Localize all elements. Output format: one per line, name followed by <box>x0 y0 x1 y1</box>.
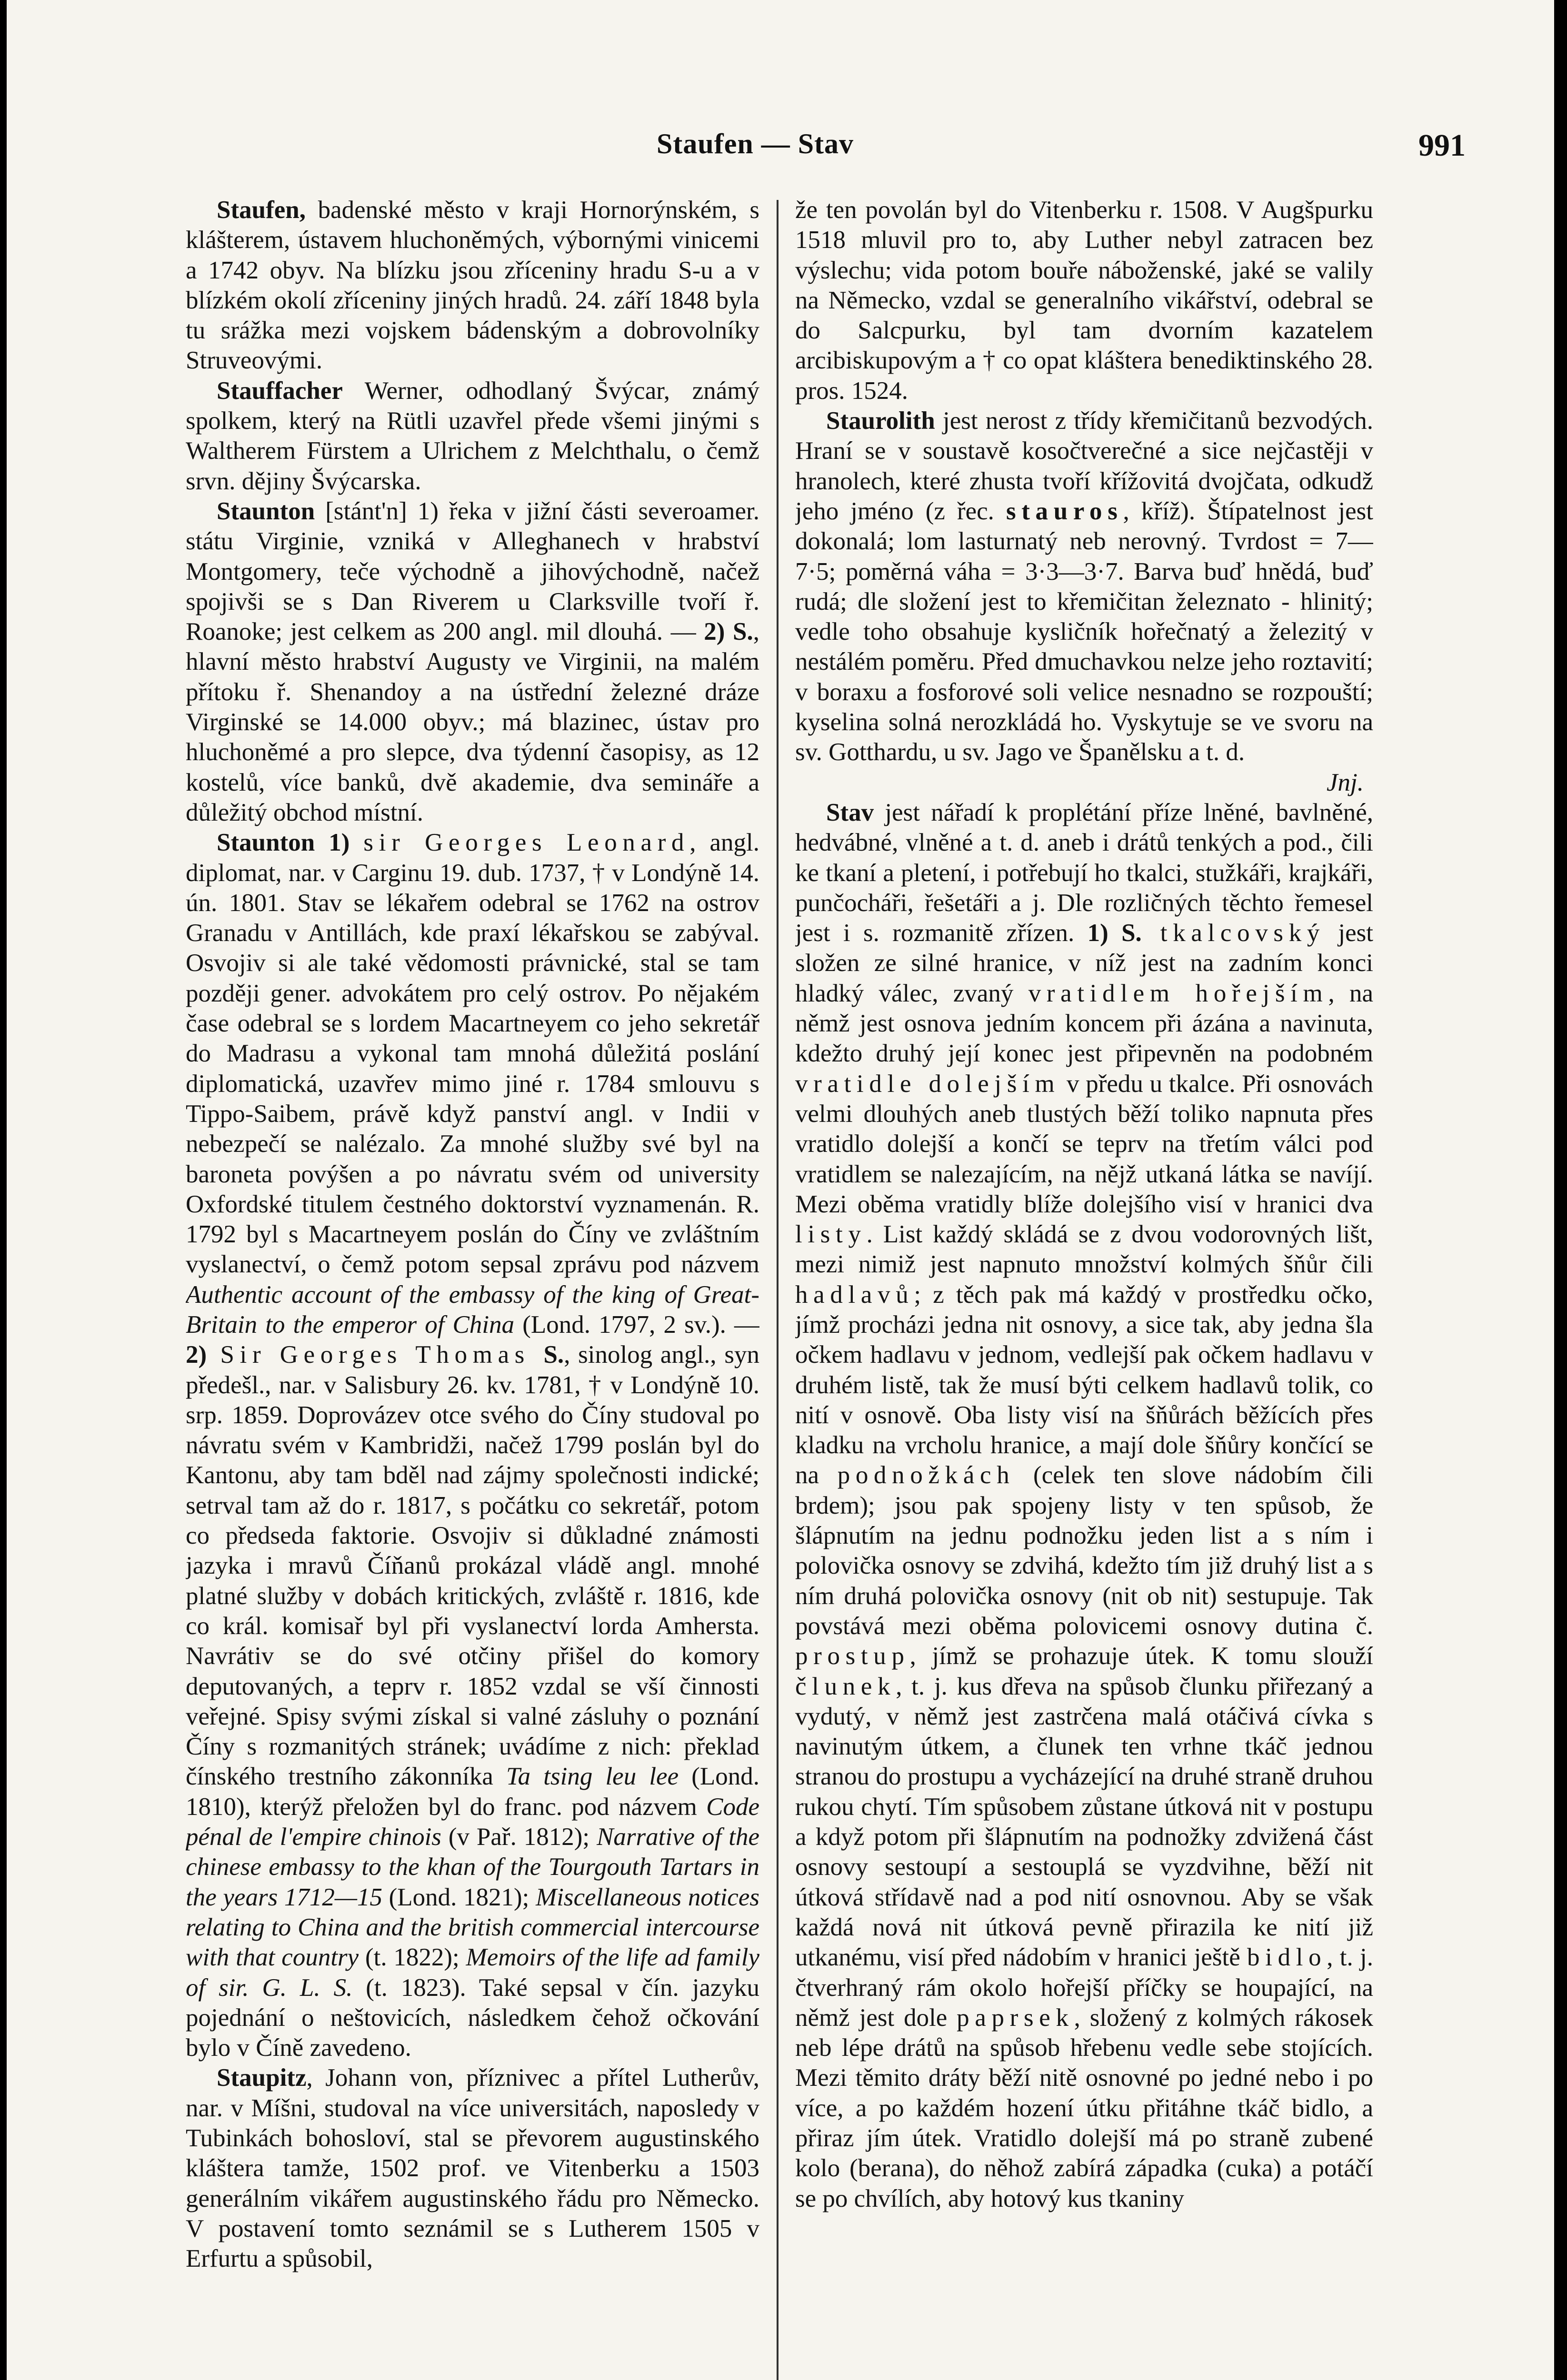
term: prostup <box>795 1642 910 1670</box>
entry-text: . List každý skládá se z dvou vodorovných lišt, mezi nimiž jest napnuto množství kolmých šňůr čili <box>795 1220 1373 1279</box>
entry-text: (t. 1823). Také sepsal v čín. jazyku pojednání o neštovicích, následkem čehož očkování bylo v Číně zavedeno. <box>186 1973 759 2062</box>
entry-text: (Lond. 1797, 2 sv.). — <box>514 1310 759 1339</box>
running-head: Staufen — Stav <box>657 128 854 159</box>
entry-headword: Staupitz <box>217 2064 307 2092</box>
entry-headword: Staunton <box>217 497 315 525</box>
column-divider <box>777 200 779 2380</box>
entry-text: , složený z kolmých rákosek neb lépe drátů na spůsob hřebenu vedle sebe stojících. Mezi těmito dráty běží nitě osnovné po jedné nebo i po více, a po každém hození útku přitáhne tkáč bidlo, a přiraz jím útek. Vratidlo dolejší má po straně zubené kolo (berana), do něhož zabírá západka (cuka) a potáčí se po chvílích, aby hotový kus tkaniny <box>795 2003 1373 2212</box>
entry-staunton-persons <box>186 828 759 2063</box>
entry-text: (t. 1822); <box>359 1944 466 1972</box>
entry-staupitz-continued <box>795 195 1373 406</box>
term: tkalcovský <box>1141 919 1326 947</box>
term: podnožkách <box>837 1461 1015 1489</box>
entry-text: Werner, odhodlaný Švýcar, známý spolkem, který na Rütli uzavřel přede všemi jinými s Waltherem Fürstem a Ulrichem z Melchthalu, o čemž srvn. dějiny Švýcarska. <box>186 377 759 495</box>
right-column <box>795 195 1373 2380</box>
entry-headword: Staunton <box>217 829 315 857</box>
entry-text: [stánt'n] 1) řeka v jižní části severoamer. státu Virginie, vzniká v Alleghanech v hrabství Montgomery, teče východně a jihovýchodně, načež spojivši se s Dan Riverem u Clarksville tvoří ř. Roanoke; jest celkem as 200 angl. mil dlouhá. — <box>186 497 759 646</box>
term: bidlo <box>1247 1944 1327 1972</box>
sense-number: 2) <box>186 1341 207 1369</box>
entry-text: , angl. diplomat, nar. v Carginu 19. dub. 1737, † v Londýně 14. ún. 1801. Stav se lékařem odebral se 1762 na ostrov Granadu v Antillách, kde praxí lékařskou se zabýval. Osvojiv si ale také vědomosti právnické, stal se tam později gener. advokátem pro celý ostrov. Po nějakém čase odebral se s lordem Macartneyem co jeho sekretář do Madrasu a vykonal tam mnohá důležitá poslání diplomatická, uzavřev mimo jiné r. 1784 smlouvu s Tippo-Saibem, právě když panství angl. v Indii v nebezpečí se nalézalo. Za mnohé služby své byl na baroneta povýšen a po návratu svém od university Oxfordské titulem čestného doktorství vyznamenán. R. 1792 byl s Macartneyem poslán do Číny ve zvláštním vyslanectví, o čemž potom sepsal zprávu pod názvem <box>186 829 759 1279</box>
entry-text: , t. j. čtverhraný rám okolo hořejší příčky se houpající, na němž jest dole <box>795 1944 1373 2032</box>
entry-staufen <box>186 195 759 376</box>
entry-stav <box>795 798 1373 2214</box>
entry-headword: Staurolith <box>826 407 935 435</box>
entry-headword: Staufen, <box>217 196 306 224</box>
work-title: Miscellaneous notices relating to China and the british commercial intercourse with that country <box>186 1883 759 1972</box>
work-title: Authentic account of the embassy of the king of Great-Britain to the emperor of China <box>186 1280 759 1339</box>
entry-text: ; z těch pak má každý v prostředku očko, jímž procházi jedna nit osnovy, a sice tak, aby jedna šla očkem hadlavu v jednom, vedlejší pak očkem hadlavu v druhém listě, tak že musí býti celkem hadlavů tolik, co nití v osnově. Oba listy visí na šňůrách běžících přes kladku na vrcholu hranice, a mají dole šňůry končící se na <box>795 1280 1373 1489</box>
entry-text: jest nářadí k proplétání příze lněné, bavlněné, hedvábné, vlněné a t. d. aneb i drátů tenkých a pod., čili ke tkaní a pletení, i potřebují ho tkalci, stužkáři, krajkáři, punčocháři, řešetáři a j. Dle rozličných těchto řemesel jest i s. rozmanitě zřízen. <box>795 798 1373 947</box>
entry-staurolith <box>795 406 1373 768</box>
entry-text: , jímž se prohazuje útek. K tomu slouží <box>909 1642 1373 1670</box>
entry-text: , hlavní město hrabství Augusty ve Virginii, na malém přítoku ř. Shenandoy a na ústřední železné dráze Virginské se 14.000 obyv.; má blazinec, ústav pro hluchoněmé a pro slepce, dva týdenní časopisy, as 12 kostelů, více banků, dvě akademie, dva semináře a důležitý obchod místní. <box>186 618 759 826</box>
entry-staunton-place <box>186 496 759 828</box>
greek-term: stauros <box>1006 497 1123 525</box>
person-name: Sir Georges Thomas <box>207 1341 544 1369</box>
entry-text: badenské město v kraji Hornorýnském, s klášterem, ústavem hluchoněmých, výbornými vinicemi a 1742 obyv. Na blízku jsou zříceniny hradu S-u a v blízkém okolí zříceniny jiných hradů. 24. září 1848 byla tu srážka mezi vojskem bádenským a dobrovolníky Struveovými. <box>186 196 759 375</box>
author-signature: Jnj. <box>1327 768 1364 796</box>
entry-text: že ten povolán byl do Vitenberku r. 1508. V Augšpurku 1518 mluvil pro to, aby Luther nebyl zatracen bez výslechu; vida potom bouře náboženské, jaké se valily na Německo, vzdal se generalního vikářství, odebral se do Salcpurku, byl tam dvorním kazatelem arcibiskupovým a † co opat kláštera benediktinského 28. pros. 1524. <box>795 196 1373 405</box>
left-column <box>186 195 759 2380</box>
term: hadlavů <box>795 1280 914 1309</box>
work-title: Code pénal de l'empire chinois <box>186 1793 759 1851</box>
work-title: Ta tsing leu lee <box>506 1763 679 1791</box>
entry-text: (v Pař. 1812); <box>441 1823 597 1851</box>
term: paprsek <box>957 2003 1074 2032</box>
entry-text: (celek ten slove nádobím čili brdem); jsou pak spojeny listy v ten spůsob, že šlápnutím na jednu podnožku jeden list a s ním i polovička osnovy se zdvihá, kdežto tím již druhý list a s ním druhá polovička osnovy (nit ob nit) sestupuje. Tak povstává mezi oběma polovicemi osnovy dutina č. <box>795 1461 1373 1640</box>
entry-staupitz <box>186 2063 759 2274</box>
entry-stauffacher <box>186 376 759 496</box>
entry-text: , Johann von, příznivec a přítel Lutherův, nar. v Míšni, studoval na více universitách, naposledy v Tubinkách bohosloví, stal se převorem augustinského kláštera tamže, 1502 prof. ve Vitenberku a 1503 generálním vikářem augustinského řádu pro Německo. V postavení tomto seznámil se s Lutherem 1505 v Erfurtu a spůsobil, <box>186 2064 759 2273</box>
entry-text: , sinolog angl., syn předešl., nar. v Salisbury 26. kv. 1781, † v Londýně 10. srp. 1859. Doprovázev otce svého do Číny studoval po návratu svém v Kambridži, načež 1799 poslán byl do Kantonu, aby tam bděl nad zájmy společnosti indické; setrval tam až do r. 1817, s počátku co sekretář, potom co předseda faktorie. Osvojiv si důkladné známosti jazyka i mravů Číňanů prokázal vládě angl. mnohé platné služby v dobách kritických, zvláště r. 1816, kde co král. komisař byl při vyslanectví lorda Amhersta. Navrátiv se do své otčiny přišel do komory deputovaných, a teprv r. 1852 vzdal se vší činnosti veřejné. Spisy svými získal si valné zásluhy o poznání Číny s rozmanitých stránek; uvádíme z nich: překlad čínského trestního zákonníka <box>186 1341 759 1791</box>
person-name: sir Georges Leonard <box>363 829 690 857</box>
entry-text: v předu u tkalce. Při osnovách velmi dlouhých aneb tlustých běží toliko napnuta přes vratidlo dolejší a končí se teprv na třetím válci pod vratidlem se nalezajícím, na nějž utkaná látka se navíjí. Mezi oběma vratidly blíže dolejšího visí v hranici dva <box>795 1070 1373 1218</box>
entry-text: , kříž). Štípatelnost jest dokonalá; lom lasturnatý neb nerovný. Tvrdost = 7—7·5; poměrná váha = 3·3—3·7. Barva buď hnědá, buď rudá; dle složení jest to křemičitan železnato - hlinitý; vedle toho obsahuje kysličník hořečnatý a železitý v nestálém poměru. Před dmuchavkou nelze jeho roztavití; v boraxu a fosforové soli velice nesnadno se rozpouští; kyselina solná nerozkládá ho. Vyskytuje se ve svoru na sv. Gotthardu, u sv. Jago ve Španělsku a t. d. <box>795 497 1373 766</box>
sense-number: 1) S. <box>1087 919 1142 947</box>
entry-text: (Lond. 1810), kterýž přeložen byl do franc. pod názvem <box>186 1763 759 1821</box>
sense-number: 2) S. <box>704 618 753 646</box>
sense-number: 1) <box>315 829 364 857</box>
entry-headword: Stauffacher <box>217 377 343 405</box>
work-title: Narrative of the chinese embassy to the khan of the Tourgouth Tartars in the years 1712—15 <box>186 1823 759 1911</box>
term: člunek <box>795 1672 896 1700</box>
page-number: 991 <box>1418 128 1466 163</box>
entry-text: jest složen ze silné hranice, v níž jest na zadním konci hladký válec, zvaný <box>795 919 1373 1007</box>
work-title: Memoirs of the life ad family of sir. G. L. S. <box>186 1944 759 2002</box>
person-name-abbr: S. <box>543 1341 564 1369</box>
entry-headword: Stav <box>826 798 874 826</box>
book-page <box>7 0 1554 2380</box>
page-header <box>7 128 1554 166</box>
entry-text: , t. j. kus dřeva na spůsob člunku přiřezaný a vydutý, v němž jest zastrčena malá otáčivá cívka s navinutým útkem, a člunek ten vrhne tkáč jednou stranou do prostupu a vycházející na druhé straně druhou rukou chytí. Tím spůsobem zůstane útková nit v postupu a když potom při šlápnutím na podnožky zdvižená část osnovy sestoupí a sestouplá se vyzdvihne, běží nit útková střídavě nad a pod nití osnovnou. Aby se však každá nová nit útková pevně přirazila ke nití již utkanému, visí před nádobím v hranici ještě <box>795 1672 1373 1972</box>
term: vratidlem hořejším <box>1028 979 1328 1007</box>
entry-text: jest nerost z třídy křemičitanů bezvodých. Hraní se v soustavě kosočtverečné a sice nejčastěji v hranolech, které zhusta tvoří křížovitá dvojčata, odkudž jeho jméno (z řec. <box>795 407 1373 525</box>
entry-text: (Lond. 1821); <box>382 1883 536 1911</box>
term: vratidle dolejším <box>795 1070 1060 1098</box>
entry-text: , na němž jest osnova jedním koncem při ázána a navinuta, kdežto druhý její konec jest připevněn na podobném <box>795 979 1373 1068</box>
term: listy <box>795 1220 867 1249</box>
